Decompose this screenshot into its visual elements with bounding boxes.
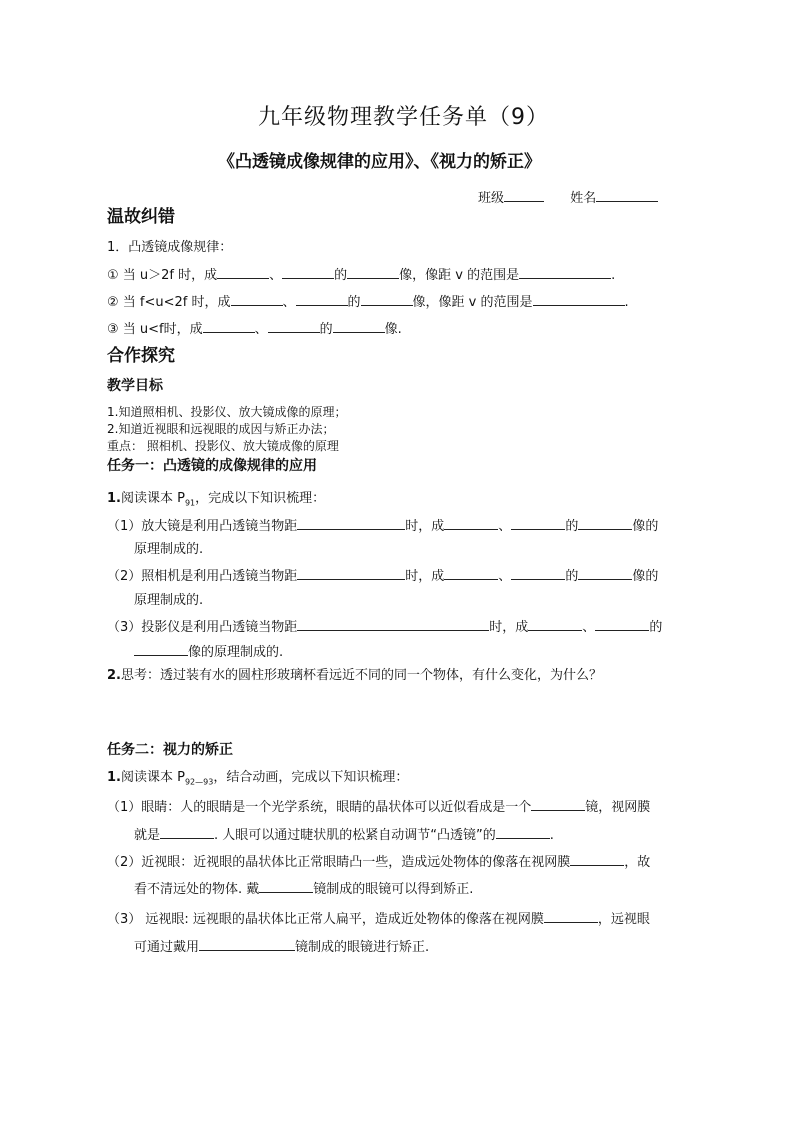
blank[interactable]	[259, 880, 313, 893]
text: 1.	[107, 770, 121, 785]
blank[interactable]	[134, 643, 188, 656]
text: ，完成以下知识梳理：	[195, 491, 326, 506]
task1-read	[107, 491, 325, 512]
blank[interactable]	[531, 798, 585, 811]
blank[interactable]	[199, 938, 295, 951]
review-line-1	[107, 266, 615, 284]
review-intro: 1．凸透镜成像规律：	[107, 240, 233, 255]
text: 阅读课本 P	[120, 491, 185, 506]
task2-read	[107, 770, 408, 791]
name-blank[interactable]	[596, 189, 658, 202]
task1-think	[107, 668, 602, 684]
blank[interactable]	[231, 293, 283, 306]
text: 的	[649, 620, 663, 635]
blank[interactable]	[595, 618, 649, 631]
task1-q1	[107, 517, 658, 535]
text: （3）投影仪是利用凸透镜当物距	[107, 620, 298, 635]
text: 看不清远处的物体. 戴	[134, 882, 260, 897]
text: （2）照相机是利用凸透镜当物距	[107, 569, 298, 584]
text: 、	[498, 519, 512, 534]
blank[interactable]	[528, 618, 582, 631]
text: ① 当 u＞2f 时，成	[107, 268, 218, 283]
task2-myopia	[107, 853, 650, 871]
text: ，远视眼	[597, 912, 650, 927]
text: 的	[565, 519, 579, 534]
text: 可通过戴用	[134, 940, 200, 955]
text: 像，像距 v 的范围是	[399, 268, 520, 283]
section-coop-heading: 合作探究	[107, 346, 175, 366]
blank[interactable]	[296, 293, 348, 306]
text: 思考：透过装有水的圆柱形玻璃杯看远近不同的同一个物体，有什么变化，为什么？	[120, 668, 602, 683]
text: （2）近视眼：近视眼的晶状体比正常眼睛凸一些，造成远处物体的像落在视网膜	[107, 855, 571, 870]
text: .	[624, 295, 629, 310]
text: 时，成	[489, 620, 529, 635]
blank[interactable]	[511, 517, 565, 530]
goal-2: 2.知道近视眼和远视眼的成因与矫正办法；	[107, 422, 335, 436]
text: （1）眼睛：人的眼睛是一个光学系统，眼睛的晶状体可以近似看成是一个	[107, 800, 532, 815]
blank[interactable]	[519, 266, 611, 279]
blank[interactable]	[297, 567, 405, 580]
blank[interactable]	[544, 910, 598, 923]
text: 的	[319, 322, 333, 337]
text: .	[549, 828, 554, 843]
blank[interactable]	[160, 826, 214, 839]
name-label: 姓名	[570, 191, 597, 206]
blank[interactable]	[268, 320, 320, 333]
review-line-2	[107, 293, 629, 311]
blank[interactable]	[444, 567, 498, 580]
text: 阅读课本 P	[120, 770, 185, 785]
task1-heading: 任务一：凸透镜的成像规律的应用	[107, 458, 317, 474]
blank[interactable]	[578, 567, 632, 580]
text: 时，成	[405, 569, 445, 584]
text: 镜，视网膜	[585, 800, 651, 815]
blank[interactable]	[347, 266, 399, 279]
blank[interactable]	[578, 517, 632, 530]
text: ，结合动画，完成以下知识梳理：	[213, 770, 409, 785]
text: 像的	[632, 519, 659, 534]
section-review-heading: 温故纠错	[107, 207, 175, 227]
task2-heading: 任务二：视力的矫正	[107, 742, 233, 758]
blank[interactable]	[533, 293, 625, 306]
text: .	[611, 268, 616, 283]
text: 就是	[134, 828, 161, 843]
task1-q1-cont: 原理制成的.	[134, 542, 204, 557]
task2-eye	[107, 798, 650, 816]
text: 、	[269, 268, 283, 283]
text: 像的原理制成的.	[188, 645, 284, 660]
key-point: 重点： 照相机、投影仪、放大镜成像的原理	[107, 439, 339, 453]
text: ② 当 f<u<2f 时，成	[107, 295, 231, 310]
goal-1: 1.知道照相机、投影仪、放大镜成像的原理；	[107, 405, 347, 419]
text: ③ 当 u<f时，成	[107, 322, 203, 337]
text: 、	[254, 322, 268, 337]
goals-heading: 教学目标	[107, 378, 163, 394]
page-ref: 91	[184, 498, 196, 508]
blank[interactable]	[203, 320, 255, 333]
text: ，故	[624, 855, 651, 870]
text: 像的	[632, 569, 659, 584]
class-name-line	[478, 189, 658, 207]
text: 、	[498, 569, 512, 584]
blank[interactable]	[511, 567, 565, 580]
blank[interactable]	[570, 853, 624, 866]
page-ref: 92—93	[184, 777, 214, 787]
page-title: 九年级物理教学任务单（9）	[258, 105, 549, 130]
text: （1）放大镜是利用凸透镜当物距	[107, 519, 298, 534]
text: 、	[282, 295, 296, 310]
blank[interactable]	[297, 618, 489, 631]
task1-q3	[107, 618, 662, 636]
text: 的	[347, 295, 361, 310]
blank[interactable]	[361, 293, 413, 306]
task2-eye-cont	[134, 826, 554, 844]
task2-hyperopia-cont	[134, 938, 429, 956]
blank[interactable]	[333, 320, 385, 333]
text: 像.	[384, 322, 402, 337]
text: 的	[565, 569, 579, 584]
task1-q3-cont	[134, 643, 283, 661]
text: . 人眼可以通过睫状肌的松紧自动调节“凸透镜”的	[214, 828, 496, 843]
text: 镜制成的眼镜进行矫正.	[295, 940, 430, 955]
text: 镜制成的眼镜可以得到矫正.	[313, 882, 474, 897]
class-blank[interactable]	[504, 189, 544, 202]
text: （3） 远视眼: 远视眼的晶状体比正常人扁平，造成近处物体的像落在视网膜	[107, 912, 544, 927]
blank[interactable]	[496, 826, 550, 839]
class-label: 班级	[478, 191, 505, 206]
text: 、	[582, 620, 596, 635]
page-subtitle: 《凸透镜成像规律的应用》、《视力的矫正》	[218, 152, 541, 172]
task2-hyperopia	[107, 910, 650, 928]
blank[interactable]	[444, 517, 498, 530]
task1-q2	[107, 567, 658, 585]
text: 2.	[107, 668, 121, 683]
review-line-3	[107, 320, 402, 338]
text: 的	[334, 268, 348, 283]
task2-myopia-cont	[134, 880, 473, 898]
blank[interactable]	[282, 266, 334, 279]
text: 1.	[107, 491, 121, 506]
text: 时，成	[405, 519, 445, 534]
task1-q2-cont: 原理制成的.	[134, 593, 204, 608]
text: 像，像距 v 的范围是	[412, 295, 533, 310]
blank[interactable]	[217, 266, 269, 279]
blank[interactable]	[297, 517, 405, 530]
